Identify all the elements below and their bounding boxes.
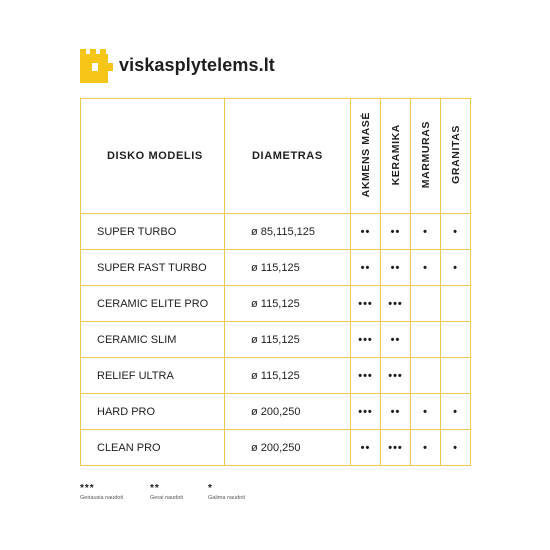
compatibility-table: [80, 98, 471, 466]
rating-cell: •••: [351, 394, 381, 430]
legend-item-good: [150, 483, 208, 501]
rating-cell: •: [441, 214, 471, 250]
model-cell: CERAMIC SLIM: [81, 322, 225, 358]
table-row: [81, 250, 471, 286]
rating-cell: ••: [381, 250, 411, 286]
diameter-cell: ø 200,250: [225, 430, 351, 466]
rating-cell: ••: [351, 430, 381, 466]
header-material-label: MARMURAS: [419, 120, 432, 189]
header-diameter: DIAMETRAS: [225, 99, 351, 214]
legend-item-possible: [208, 483, 245, 501]
rating-cell: [411, 358, 441, 394]
header-material-label: AKMENS MASĖ: [359, 111, 372, 198]
rating-cell: •: [441, 394, 471, 430]
diameter-cell: ø 115,125: [225, 322, 351, 358]
rating-cell: •••: [351, 358, 381, 394]
rating-cell: [411, 286, 441, 322]
header-material-stone: [351, 99, 381, 214]
rating-cell: •••: [351, 322, 381, 358]
legend-label: Galima naudoti: [208, 495, 245, 501]
diameter-cell: ø 200,250: [225, 394, 351, 430]
table-row: [81, 214, 471, 250]
legend-stars: ***: [80, 483, 95, 494]
rating-cell: •: [411, 430, 441, 466]
rating-cell: ••: [381, 322, 411, 358]
table-row: [81, 322, 471, 358]
rating-cell: •: [411, 394, 441, 430]
header-material-label: GRANITAS: [449, 125, 462, 184]
header-material-ceramic: [381, 99, 411, 214]
header-material-granite: [441, 99, 471, 214]
model-cell: RELIEF ULTRA: [81, 358, 225, 394]
brand-name: viskasplytelems.lt: [119, 54, 275, 75]
brand-header: [80, 47, 275, 83]
legend-item-best: [80, 483, 150, 501]
rating-cell: •: [441, 430, 471, 466]
rating-cell: [411, 322, 441, 358]
table-row: [81, 286, 471, 322]
rating-cell: [441, 358, 471, 394]
rating-cell: •••: [381, 358, 411, 394]
rating-cell: ••: [381, 214, 411, 250]
legend-stars: **: [150, 483, 160, 494]
header-model: DISKO MODELIS: [81, 99, 225, 214]
rating-cell: ••: [351, 250, 381, 286]
table-row: [81, 358, 471, 394]
header-material-label: KERAMIKA: [389, 123, 402, 186]
rating-cell: [441, 322, 471, 358]
legend-label: Gerai naudoti: [150, 495, 184, 501]
model-cell: CLEAN PRO: [81, 430, 225, 466]
legend-label: Geriausia naudoti: [80, 495, 124, 501]
diameter-cell: ø 85,115,125: [225, 214, 351, 250]
rating-cell: •••: [381, 286, 411, 322]
compatibility-table-wrapper: [80, 98, 470, 465]
legend-stars: *: [208, 483, 213, 494]
rating-cell: [441, 286, 471, 322]
rating-legend: [80, 483, 245, 501]
diameter-cell: ø 115,125: [225, 358, 351, 394]
castle-tower-icon: [80, 47, 113, 83]
table-row: [81, 394, 471, 430]
model-cell: HARD PRO: [81, 394, 225, 430]
rating-cell: •: [411, 250, 441, 286]
table-row: [81, 430, 471, 466]
diameter-cell: ø 115,125: [225, 286, 351, 322]
table-header-row: [81, 99, 471, 214]
rating-cell: •••: [351, 286, 381, 322]
diameter-cell: ø 115,125: [225, 250, 351, 286]
model-cell: SUPER TURBO: [81, 214, 225, 250]
model-cell: CERAMIC ELITE PRO: [81, 286, 225, 322]
rating-cell: ••: [351, 214, 381, 250]
rating-cell: •••: [381, 430, 411, 466]
rating-cell: •: [441, 250, 471, 286]
header-material-marble: [411, 99, 441, 214]
rating-cell: ••: [381, 394, 411, 430]
model-cell: SUPER FAST TURBO: [81, 250, 225, 286]
rating-cell: •: [411, 214, 441, 250]
